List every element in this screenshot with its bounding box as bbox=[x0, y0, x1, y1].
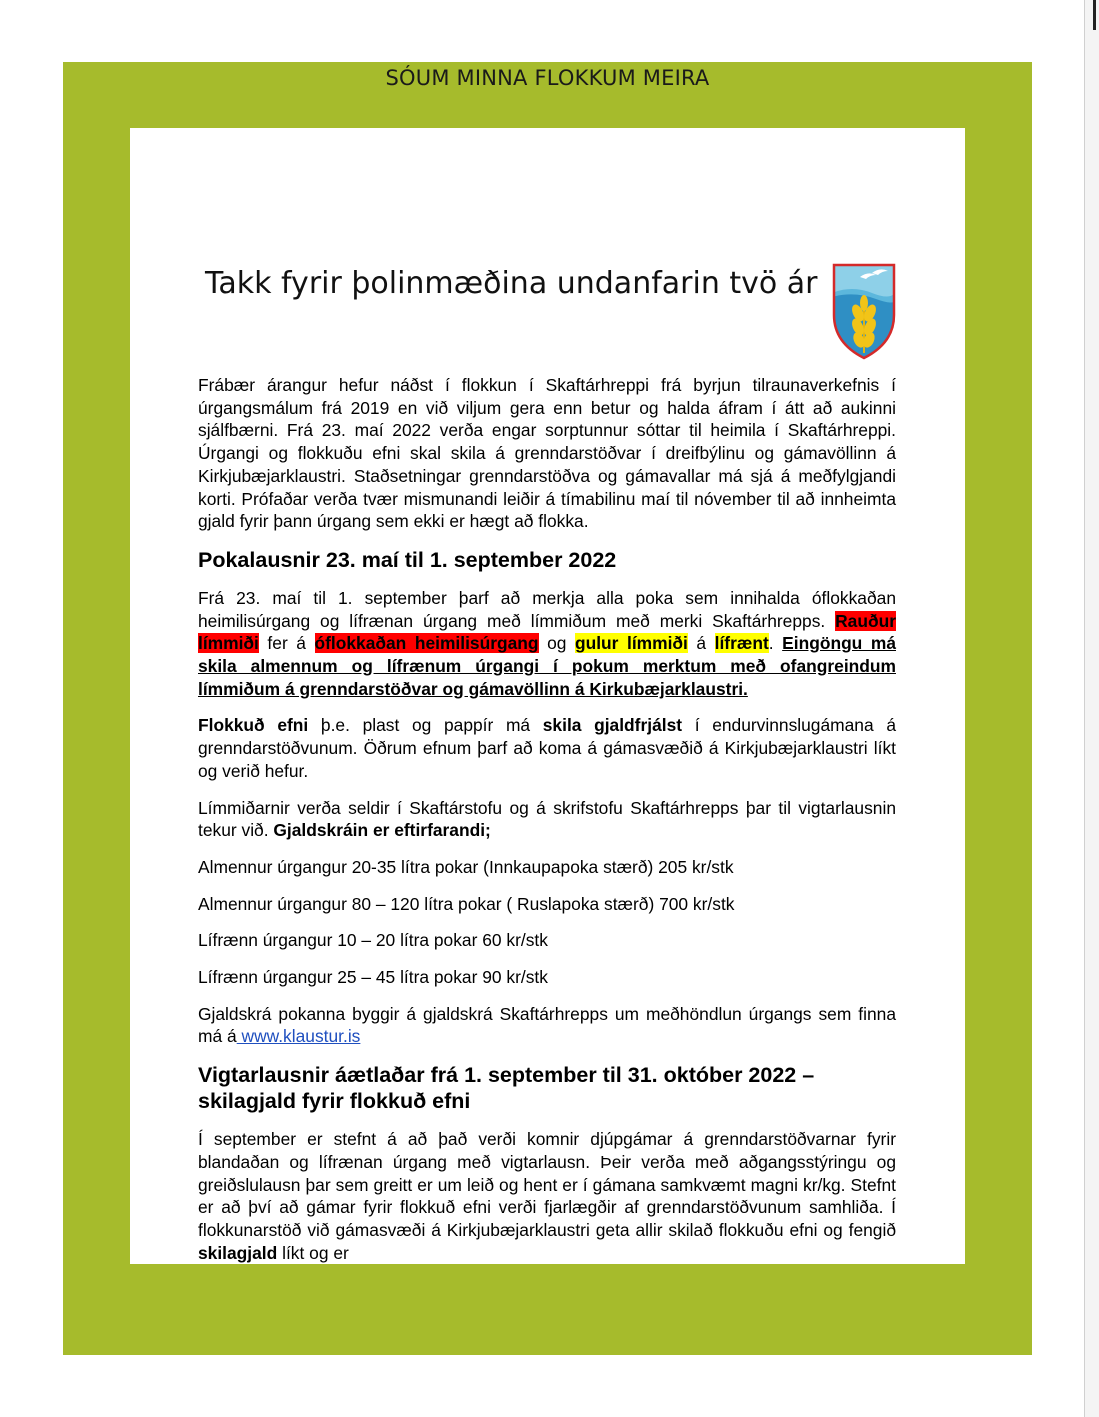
sales-paragraph bbox=[198, 797, 896, 842]
scrollbar[interactable] bbox=[1084, 0, 1099, 1417]
klaustur-link[interactable]: www.klaustur.is bbox=[236, 1026, 361, 1047]
scrollbar-thumb[interactable] bbox=[1093, 0, 1096, 30]
body-text: Gjaldskrá pokanna byggir á gjaldskrá Skaftárhrepps um meðhöndlun úrgangs sem finna má á bbox=[198, 1003, 896, 1047]
price-item: Almennur úrgangur 80 – 120 lítra pokar ( Ruslapoka stærð) 700 kr/stk bbox=[198, 893, 735, 914]
green-border-frame bbox=[63, 62, 1032, 1355]
price-list-intro: Gjaldskráin er eftirfarandi; bbox=[273, 820, 491, 841]
yellow-sticker-label: gulur límmiði bbox=[574, 633, 688, 654]
section-heading-pokalausnir: Pokalausnir 23. maí til 1. september 2022 bbox=[198, 547, 617, 572]
bold-text: Flokkuð efni bbox=[198, 715, 309, 736]
body-text: þ.e. plast og pappír má bbox=[308, 715, 543, 736]
sticker-paragraph bbox=[198, 587, 896, 701]
price-item: Lífrænn úrgangur 25 – 45 lítra pokar 90 kr/stk bbox=[198, 967, 548, 988]
price-item: Lífrænn úrgangur 10 – 20 lítra pokar 60 kr/stk bbox=[198, 930, 548, 951]
sticker-text: . bbox=[768, 633, 783, 654]
yellow-sticker-target: lífrænt bbox=[714, 633, 769, 654]
bold-text: skila gjaldfrjálst bbox=[542, 715, 683, 736]
red-sticker-label: Rauður límmiði bbox=[198, 610, 896, 654]
weighing-paragraph bbox=[198, 1128, 896, 1264]
bold-text: skilagjald bbox=[198, 1242, 278, 1263]
banner-slogan: SÓUM MINNA FLOKKUM MEIRA bbox=[385, 66, 710, 90]
important-notice: Eingöngu má skila almennum og lífrænum úrgangi í pokum merktum með ofangreindum límmiðum á grenndarstöðvar og gámavöllinn á Kirkubæjarklaustri. bbox=[198, 633, 896, 699]
section-heading-vigtarlausnir: Vigtarlausnir áætlaðar frá 1. september til 31. október 2022 – skilagjald fyrir flokkuð efni bbox=[198, 1063, 815, 1114]
document-body bbox=[198, 374, 896, 1264]
body-text: í endurvinnslugámana á grenndarstöðvunum. Öðrum efnum þarf að koma á gámasvæðið á Kirkjubæjarklaustri líkt og verið hefur. bbox=[198, 715, 896, 781]
price-item: Almennur úrgangur 20-35 lítra pokar (Innkaupapoka stærð) 205 kr/stk bbox=[198, 856, 734, 877]
sticker-text: á bbox=[687, 633, 715, 654]
red-sticker-target: óflokkaðan heimilisúrgang bbox=[314, 633, 539, 654]
intro-paragraph: Frábær árangur hefur náðst í flokkun í Skaftárhreppi frá byrjun tilraunaverkefnis í úrgangsmálum frá 2019 en við viljum gera enn betur og halda áfram í átt að aukinni sjálfbærni. Frá 23. maí 2022 verða engar sorptunnur sóttar til heimila í Skaftárhreppi. Úrgangi og flokkuðu efni skal skila á grenndarstöðvar í dreifbýlinu og gámavöllinn á Kirkjubæjarklaustri. Staðsetningar grenndarstöðva og gámavallar má sjá á meðfylgjandi korti. Prófaðar verða tvær mismunandi leiðir á tímabilinu maí til nóvember til að innheimta gjald fyrir þann úrgang sem ekki er hægt að flokka. bbox=[198, 375, 896, 532]
body-text: líkt og er bbox=[277, 1242, 349, 1263]
page-title: Takk fyrir þolinmæðina undanfarin tvö ár bbox=[205, 266, 818, 301]
body-text: Límmiðarnir verða seldir í Skaftárstofu og á skrifstofu Skaftárhrepps þar til vigtarlausnin tekur við. bbox=[198, 797, 896, 841]
sticker-text: og bbox=[538, 633, 575, 654]
sticker-text: fer á bbox=[258, 633, 315, 654]
sorted-materials-paragraph bbox=[198, 714, 896, 782]
municipal-crest-icon bbox=[832, 263, 896, 360]
sticker-text: Frá 23. maí til 1. september þarf að merkja alla poka sem innihalda óflokkaðan heimilisúrgang og lífrænan úrgang með límmiðum með merki Skaftárhrepps. bbox=[198, 587, 896, 631]
body-text: Í september er stefnt á að það verði komnir djúpgámar á grenndarstöðvarnar fyrir blandaðan og lífrænan úrgang með vigtarlausn. Þeir verða með aðgangsstýringu og greiðslulausn þar sem greitt er um leið og hent er í gámana samkvæmt magni kr/kg. Stefnt er að því að gámar fyrir flokkuð efni verði fjarlægðir af grenndarstöðvunum samhliða. Í flokkunarstöð við gámasvæði á Kirkjubæjarklaustri geta allir skilað flokkuðu efni og fengið bbox=[198, 1129, 896, 1240]
pricelist-source-paragraph bbox=[198, 1003, 896, 1048]
document-sheet bbox=[130, 128, 965, 1264]
